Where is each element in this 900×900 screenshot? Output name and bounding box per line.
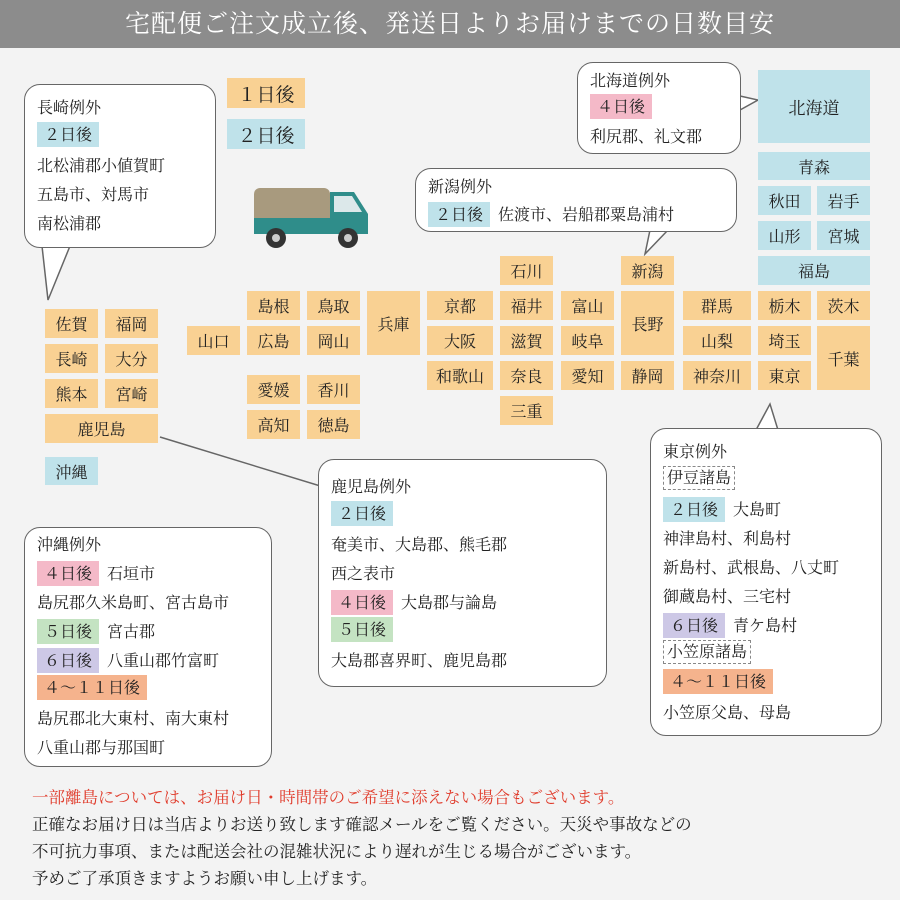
pref-niigata: 新潟 (621, 256, 674, 285)
tokyo-exception-title: 東京例外 (663, 442, 728, 461)
pref-kumamoto: 熊本 (45, 379, 98, 408)
pref-fukushima: 福島 (758, 256, 870, 285)
pref-ishikawa: 石川 (500, 256, 553, 285)
okinawa-exception-text-1: 石垣市 (107, 564, 156, 583)
okinawa-exception-text-2: 宮古郡 (107, 622, 156, 641)
niigata-exception-text: 佐渡市、岩船郡粟島浦村 (498, 205, 675, 224)
pref-tottori: 鳥取 (307, 291, 360, 320)
pref-nagano: 長野 (621, 291, 674, 355)
pref-yamagata: 山形 (758, 221, 811, 250)
kagoshima-exception-callout (318, 459, 607, 687)
pref-kyoto: 京都 (427, 291, 493, 320)
tokyo-exception-tag-2: ６日後 (663, 613, 725, 638)
pref-aomori: 青森 (758, 152, 870, 180)
footer-line-3: 予めご了承頂きますようお願い申し上げます。 (32, 869, 378, 888)
kagoshima-exception-tag-2: ４日後 (331, 590, 393, 615)
delivery-truck-icon (250, 178, 375, 256)
pref-tokushima: 徳島 (307, 410, 360, 439)
pref-okinawa: 沖縄 (45, 457, 98, 485)
pref-gifu: 岐阜 (561, 326, 614, 355)
okinawa-exception-tag-1: ４日後 (37, 561, 99, 586)
tokyo-exception-text-1: 大島町 (733, 500, 782, 519)
okinawa-exception-tag-2: ５日後 (37, 619, 99, 644)
pref-ibaraki: 茨木 (817, 291, 870, 320)
pref-fukuoka: 福岡 (105, 309, 158, 338)
footer-line-1: 正確なお届け日は当店よりお送り致します確認メールをご覧ください。天災や事故などの (32, 815, 692, 834)
tokyo-exception-line-2: 新島村、武根島、八丈町 (663, 558, 840, 577)
okinawa-exception-callout (24, 527, 272, 767)
pref-kanagawa: 神奈川 (683, 361, 751, 390)
tokyo-exception-tag-1: ２日後 (663, 497, 725, 522)
niigata-exception-tag: ２日後 (428, 202, 490, 227)
pref-shizuoka: 静岡 (621, 361, 674, 390)
kagoshima-exception-line-1: 奄美市、大島郡、熊毛郡 (331, 535, 508, 554)
pref-saga: 佐賀 (45, 309, 98, 338)
tokyo-exception-line-3: 御蔵島村、三宅村 (663, 587, 792, 606)
pref-kagoshima: 鹿児島 (45, 414, 158, 443)
pref-hiroshima: 広島 (247, 326, 300, 355)
tokyo-exception-line-1: 神津島村、利島村 (663, 529, 792, 548)
pref-yamaguchi: 山口 (187, 326, 240, 355)
okinawa-exception-line-3: 八重山郡与那国町 (37, 738, 166, 757)
hokkaido-exception-callout (577, 62, 741, 154)
footer-warning: 一部離島については、お届け日・時間帯のご希望に添えない場合もございます。 (32, 788, 625, 807)
kagoshima-exception-tag-1: ２日後 (331, 501, 393, 526)
nagasaki-exception-title: 長崎例外 (37, 98, 102, 117)
nagasaki-exception-line-3: 南松浦郡 (37, 214, 102, 233)
kagoshima-exception-title: 鹿児島例外 (331, 477, 412, 496)
pref-kagawa: 香川 (307, 375, 360, 404)
tokyo-exception-tag-3: ４～１１日後 (663, 669, 773, 694)
pref-akita: 秋田 (758, 186, 811, 215)
nagasaki-exception-line-2: 五島市、対馬市 (37, 185, 150, 204)
pref-chiba: 千葉 (817, 326, 870, 390)
kagoshima-exception-line-4: 大島郡喜界町、鹿児島郡 (331, 651, 508, 670)
pref-gunma: 群馬 (683, 291, 751, 320)
tokyo-exception-text-2: 青ケ島村 (733, 616, 798, 635)
okinawa-exception-tag-4: ４～１１日後 (37, 675, 147, 700)
nagasaki-exception-tag: ２日後 (37, 122, 99, 147)
okinawa-exception-text-3: 八重山郡竹富町 (107, 651, 220, 670)
pref-miyagi: 宮城 (817, 221, 870, 250)
pref-shimane: 島根 (247, 291, 300, 320)
pref-tochigi: 栃木 (758, 291, 811, 320)
pref-toyama: 富山 (561, 291, 614, 320)
tokyo-exception-line-4: 小笠原父島、母島 (663, 703, 792, 722)
nagasaki-exception-callout (24, 84, 216, 248)
tokyo-exception-callout (650, 428, 882, 736)
pref-nara: 奈良 (500, 361, 553, 390)
pref-saitama: 埼玉 (758, 326, 811, 355)
kagoshima-exception-line-2: 西之表市 (331, 564, 396, 583)
pref-nagasaki: 長崎 (45, 344, 98, 373)
footer-line-2: 不可抗力事項、または配送会社の混雑状況により遅れが生じる場合がございます。 (32, 842, 642, 861)
pref-hokkaido: 北海道 (758, 70, 870, 143)
pref-yamanashi: 山梨 (683, 326, 751, 355)
pref-mie: 三重 (500, 396, 553, 425)
legend-two-day: ２日後 (227, 119, 305, 149)
okinawa-exception-line-2: 島尻郡北大東村、南大東村 (37, 709, 230, 728)
tokyo-exception-island-1: 伊豆諸島 (663, 466, 735, 490)
pref-oita: 大分 (105, 344, 158, 373)
legend-one-day: １日後 (227, 78, 305, 108)
hokkaido-exception-line-1: 利尻郡、礼文郡 (590, 127, 703, 146)
pref-kochi: 高知 (247, 410, 300, 439)
pref-wakayama: 和歌山 (427, 361, 493, 390)
niigata-exception-title: 新潟例外 (428, 177, 493, 196)
pref-hyogo: 兵庫 (367, 291, 420, 355)
pref-tokyo: 東京 (758, 361, 811, 390)
pref-osaka: 大阪 (427, 326, 493, 355)
kagoshima-exception-tag-3: ５日後 (331, 617, 393, 642)
pref-okayama: 岡山 (307, 326, 360, 355)
hokkaido-exception-title: 北海道例外 (590, 71, 671, 90)
okinawa-exception-line-1: 島尻郡久米島町、宮古島市 (37, 593, 230, 612)
page-title: 宅配便ご注文成立後、発送日よりお届けまでの日数目安 (0, 0, 900, 48)
pref-fukui: 福井 (500, 291, 553, 320)
hokkaido-exception-tag: ４日後 (590, 94, 652, 119)
pref-ehime: 愛媛 (247, 375, 300, 404)
niigata-exception-callout (415, 168, 737, 232)
nagasaki-exception-line-1: 北松浦郡小値賀町 (37, 156, 166, 175)
pref-shiga: 滋賀 (500, 326, 553, 355)
okinawa-exception-tag-3: ６日後 (37, 648, 99, 673)
kagoshima-exception-line-3: 大島郡与論島 (401, 593, 498, 612)
pref-aichi: 愛知 (561, 361, 614, 390)
okinawa-exception-title: 沖縄例外 (37, 535, 102, 554)
pref-iwate: 岩手 (817, 186, 870, 215)
pref-miyazaki: 宮崎 (105, 379, 158, 408)
tokyo-exception-island-2: 小笠原諸島 (663, 640, 751, 664)
